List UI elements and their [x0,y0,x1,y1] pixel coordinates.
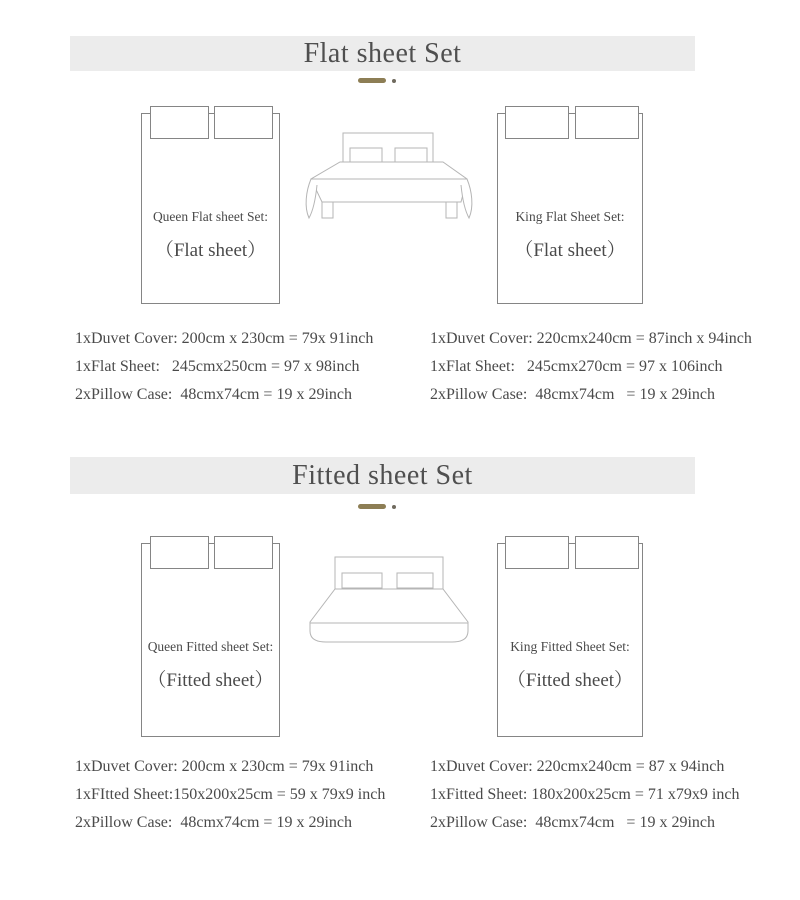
diagram-label: Queen Flat sheet Set: [152,209,269,224]
diagram-label: King Fitted Sheet Set: [510,639,630,654]
spec-line: 1xDuvet Cover: 200cm x 230cm = 79x 91inch [75,330,374,347]
diagram-sublabel: （Flat sheet） [514,240,626,261]
accent-divider [358,78,396,83]
accent-divider [358,504,396,509]
diagram-label: Queen Fitted sheet Set: [147,639,274,654]
spec-line: 2xPillow Case: 48cmx74cm = 19 x 29inch [430,386,715,403]
spec-line: 2xPillow Case: 48cmx74cm = 19 x 29inch [430,814,715,831]
pillow-icon [150,106,209,139]
pillow-icon [505,106,569,139]
spec-line: 1xDuvet Cover: 200cm x 230cm = 79x 91inch [75,758,374,775]
queen-fitted-sheet-diagram [141,536,280,739]
flat-sheet-bed-front-icon [300,125,500,230]
section-title: Flat sheet Set [303,37,462,69]
section-title-banner [70,457,695,494]
pillow-icon [214,106,273,139]
spec-line: 1xFItted Sheet:150x200x25cm = 59 x 79x9 inch [75,786,386,803]
spec-line: 1xFlat Sheet: 245cmx250cm = 97 x 98inch [75,358,360,375]
spec-line: 1xDuvet Cover: 220cmx240cm = 87 x 94inch [430,758,725,775]
king-fitted-specs [430,758,739,831]
divider-dash-icon [358,504,386,509]
spec-line: 2xPillow Case: 48cmx74cm = 19 x 29inch [75,386,352,403]
bed-top-view-outline [497,113,643,304]
pillow-icon [150,536,209,569]
diagram-sublabel: （Fitted sheet） [506,670,634,691]
pillow-icon [505,536,569,569]
queen-flat-sheet-diagram [141,106,280,306]
diagram-label: King Flat Sheet Set: [515,209,625,224]
diagram-sublabel: （Fitted sheet） [147,670,274,691]
bed-top-view-outline [497,543,643,737]
section-title: Fitted sheet Set [292,459,473,491]
section-fitted-sheet [0,457,800,877]
spec-line: 1xDuvet Cover: 220cmx240cm = 87inch x 94inch [430,330,752,347]
divider-dot-icon [392,79,396,83]
king-flat-specs [430,330,752,403]
spec-line: 1xFitted Sheet: 180x200x25cm = 71 x79x9 inch [430,786,740,803]
bed-top-view-outline [141,113,280,304]
pillow-icon [214,536,273,569]
fitted-sheet-bed-front-icon [300,550,500,650]
divider-dash-icon [358,78,386,83]
section-flat-sheet [0,36,800,456]
pillow-icon [575,106,639,139]
queen-fitted-specs [75,758,385,831]
divider-dot-icon [392,505,396,509]
queen-flat-specs [75,330,373,403]
pillow-icon [575,536,639,569]
spec-line: 2xPillow Case: 48cmx74cm = 19 x 29inch [75,814,352,831]
king-fitted-sheet-diagram [497,536,643,739]
king-flat-sheet-diagram [497,106,643,306]
bed-top-view-outline [141,543,280,737]
spec-line: 1xFlat Sheet: 245cmx270cm = 97 x 106inch [430,358,723,375]
section-title-banner [70,36,695,71]
diagram-sublabel: （Flat sheet） [154,240,267,261]
